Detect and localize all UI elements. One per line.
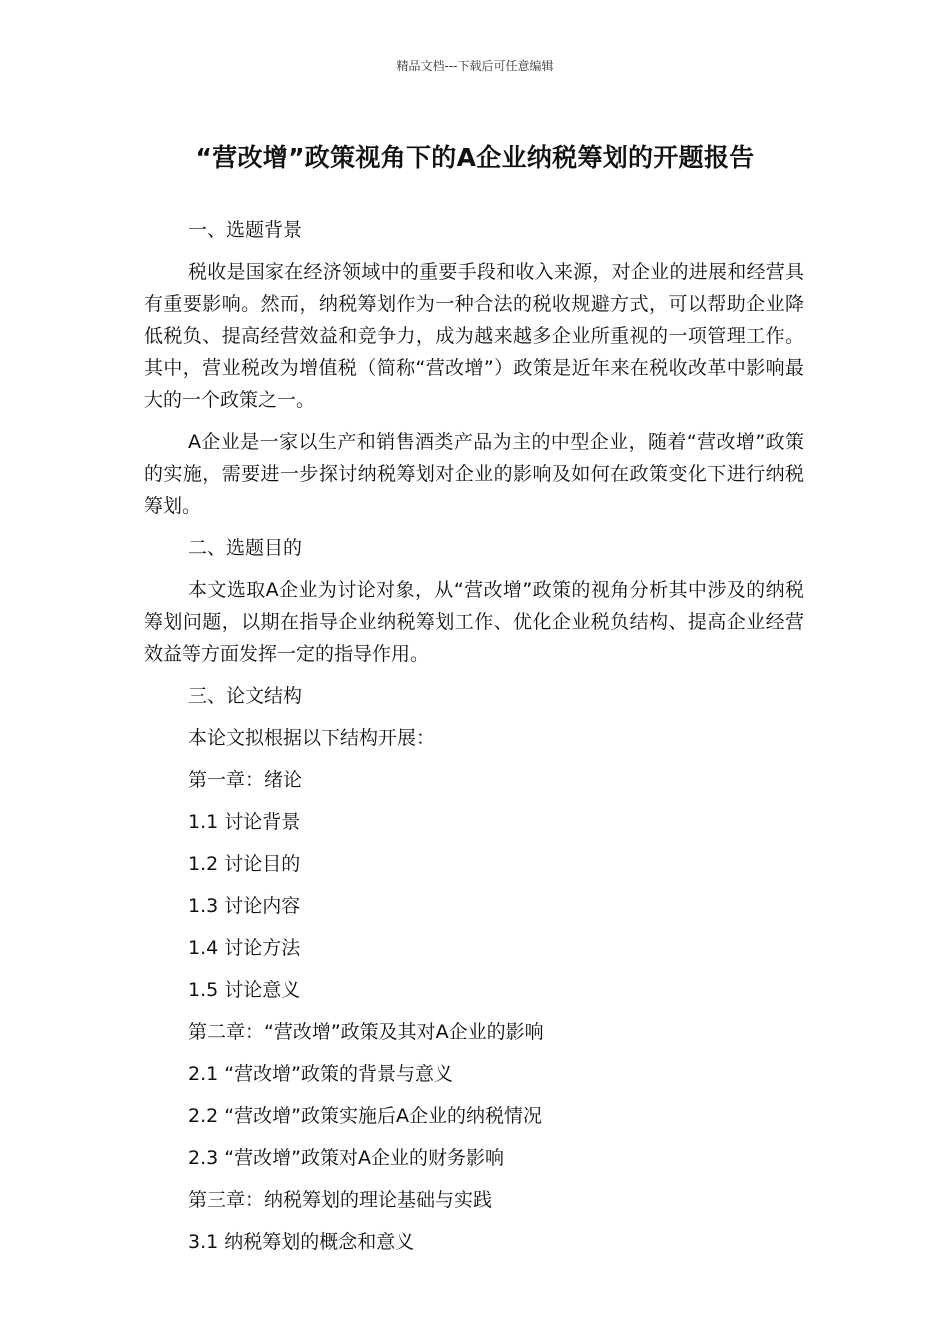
paragraph-background-2: A企业是一家以生产和销售酒类产品为主的中型企业，随着“营改增”政策的实施，需要进一步探讨纳税筹划对企业的影响及如何在政策变化下进行纳税筹划。 bbox=[144, 431, 804, 517]
structure-intro: 本论文拟根据以下结构开展： bbox=[188, 727, 436, 749]
outline-item: 2.1 “营改增”政策的背景与意义 bbox=[188, 1063, 453, 1085]
page-header: 精品文档---下载后可任意编辑 bbox=[396, 59, 554, 73]
section-heading-structure: 三、论文结构 bbox=[188, 685, 303, 707]
section-heading-background: 一、选题背景 bbox=[188, 219, 303, 241]
outline-item: 3.1 纳税筹划的概念和意义 bbox=[188, 1231, 415, 1253]
outline-item: 1.3 讨论内容 bbox=[188, 895, 301, 917]
outline-item: 1.1 讨论背景 bbox=[188, 811, 301, 833]
document-body bbox=[144, 214, 804, 1268]
paragraph-background-1: 税收是国家在经济领域中的重要手段和收入来源，对企业的进展和经营具有重要影响。然而，纳税筹划作为一种合法的税收规避方式，可以帮助企业降低税负、提高经营效益和竞争力，成为越来越多企业所重视的一项管理工作。其中，营业税改为增值税（简称“营改增”）政策是近年来在税收改革中影响最大的一个政策之一。 bbox=[144, 261, 804, 411]
outline-item: 2.2 “营改增”政策实施后A企业的纳税情况 bbox=[188, 1105, 542, 1127]
outline-item: 2.3 “营改增”政策对A企业的财务影响 bbox=[188, 1147, 504, 1169]
paragraph-purpose: 本文选取A企业为讨论对象，从“营改增”政策的视角分析其中涉及的纳税筹划问题，以期在指导企业纳税筹划工作、优化企业税负结构、提高企业经营效益等方面发挥一定的指导作用。 bbox=[144, 579, 804, 665]
outline-item: 第二章：“营改增”政策及其对A企业的影响 bbox=[188, 1021, 544, 1043]
outline-item: 1.2 讨论目的 bbox=[188, 853, 301, 875]
outline-item: 1.5 讨论意义 bbox=[188, 979, 301, 1001]
outline-item: 第三章：纳税筹划的理论基础与实践 bbox=[188, 1189, 493, 1211]
outline-item: 1.4 讨论方法 bbox=[188, 937, 301, 959]
outline-item: 第一章：绪论 bbox=[188, 769, 303, 791]
document-title: “营改增”政策视角下的A企业纳税筹划的开题报告 bbox=[195, 143, 755, 172]
section-heading-purpose: 二、选题目的 bbox=[188, 537, 303, 559]
